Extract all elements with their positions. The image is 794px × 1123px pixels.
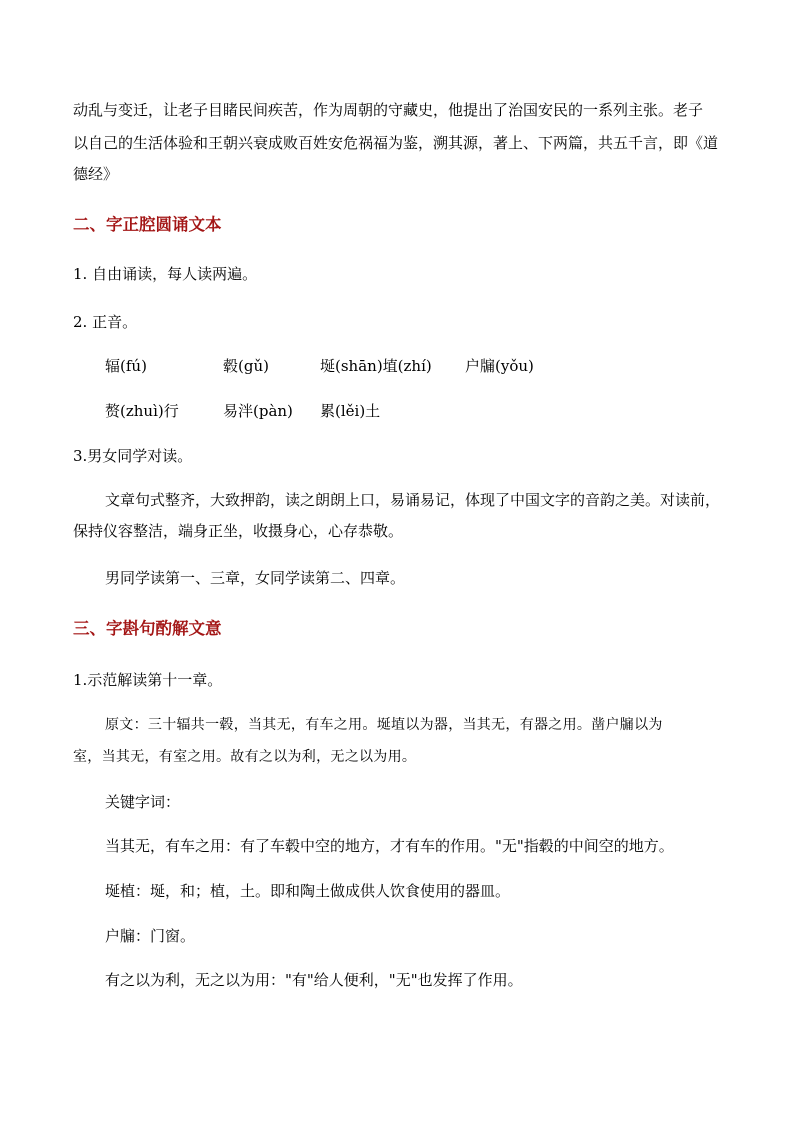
section2-para1-line-2: 保持仪容整洁，端身正坐，收摄身心，心存恭敬。 [73, 522, 404, 540]
keyword-3: 户牖：门窗。 [105, 927, 196, 945]
section2-para-2: 男同学读第一、三章，女同学读第二、四章。 [105, 569, 406, 587]
pinyin-lei: 累(lěi)土 [320, 402, 381, 420]
pinyin-shan-zhi: 埏(shān)埴(zhí) [320, 357, 432, 375]
pinyin-you: 户牖(yǒu) [465, 357, 534, 375]
section2-item-3: 3.男女同学对读。 [73, 447, 193, 465]
section2-item-2: 2. 正音。 [73, 313, 138, 331]
keyword-2: 埏植：埏，和；植，土。即和陶土做成供人饮食使用的器皿。 [105, 882, 511, 900]
pinyin-row-2 [105, 401, 705, 421]
keyword-1: 当其无，有车之用：有了车毂中空的地方，才有车的作用。"无"指毂的中间空的地方。 [105, 837, 674, 855]
section-heading-2: 二、字正腔圆诵文本 [73, 215, 222, 234]
section3-item-1: 1.示范解读第十一章。 [73, 671, 223, 689]
original-text-line-2: 室，当其无，有室之用。故有之以为利，无之以为用。 [73, 749, 417, 765]
keywords-label: 关键字词： [105, 793, 181, 811]
section2-item-1: 1. 自由诵读，每人读两遍。 [73, 265, 258, 283]
section2-para1-line-1: 文章句式整齐，大致押韵，读之朗朗上口，易诵易记，体现了中国文字的音韵之美。对读前， [105, 491, 721, 509]
keyword-4: 有之以为利，无之以为用："有"给人便利，"无"也发挥了作用。 [105, 971, 523, 989]
intro-line-1: 动乱与变迁，让老子目睹民间疾苦，作为周朝的守藏史，他提出了治国安民的一系列主张。老子 [73, 101, 704, 119]
intro-line-3: 德经》 [73, 165, 119, 183]
pinyin-gu: 毂(gǔ) [223, 357, 269, 375]
pinyin-pan: 易泮(pàn) [223, 402, 293, 420]
pinyin-zhui: 赘(zhuì)行 [105, 402, 179, 420]
pinyin-fu: 辐(fú) [105, 357, 147, 375]
pinyin-row-1 [105, 356, 705, 376]
original-text-line-1: 原文：三十辐共一毂，当其无，有车之用。埏埴以为器，当其无，有器之用。凿户牖以为 [105, 717, 663, 733]
intro-line-2: 以自己的生活体验和王朝兴衰成败百姓安危祸福为鉴，溯其源，著上、下两篇，共五千言，即《道 [73, 134, 719, 152]
section-heading-3: 三、字斟句酌解文意 [73, 619, 222, 638]
